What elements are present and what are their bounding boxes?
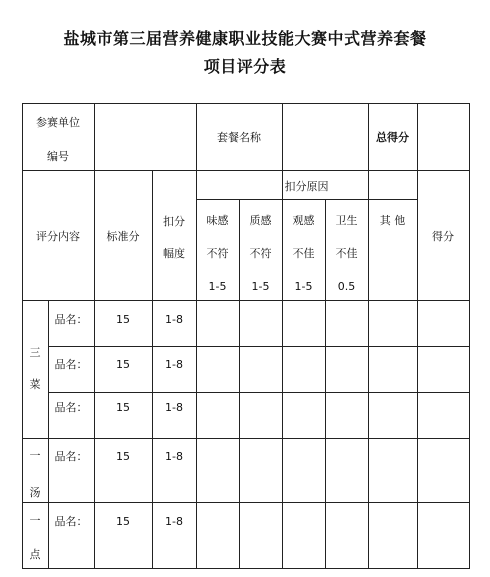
form-title: 盐城市第三届营养健康职业技能大赛中式营养套餐 — [63, 29, 427, 48]
deduct-range-header-line1: 扣分 — [163, 215, 185, 228]
standard-score-value: 15 — [116, 450, 130, 463]
other-header: 其 他 — [379, 214, 406, 227]
number-label: 编号 — [47, 150, 69, 163]
look-header: 1-5 — [294, 280, 313, 293]
group-three-dishes-label: 菜 — [29, 378, 41, 391]
deduct-range-header-line2: 幅度 — [163, 247, 185, 260]
group-one-soup-label: 一 — [29, 449, 41, 462]
unit-label: 参赛单位 — [36, 116, 80, 129]
texture-header: 1-5 — [251, 280, 270, 293]
column-divider — [196, 103, 197, 569]
dish-name-label: 品名： — [54, 401, 88, 414]
table-border-right — [469, 103, 470, 569]
hygiene-header: 卫生 — [335, 214, 358, 227]
column-divider — [417, 103, 418, 569]
dish-name-label: 品名： — [54, 515, 88, 528]
set-meal-name-label: 套餐名称 — [217, 131, 261, 144]
look-header: 不佳 — [292, 247, 315, 260]
standard-score-value: 15 — [116, 313, 130, 326]
taste-header: 味感 — [206, 214, 229, 227]
deduct-range-value: 1-8 — [165, 313, 183, 326]
column-header-divider — [22, 300, 470, 301]
standard-score-value: 15 — [116, 358, 130, 371]
group-one-soup-label: 汤 — [29, 486, 41, 499]
content-header: 评分内容 — [36, 230, 80, 243]
look-header: 观感 — [292, 214, 315, 227]
row-divider — [48, 346, 470, 347]
hygiene-header: 不佳 — [335, 247, 358, 260]
column-divider — [282, 103, 283, 569]
total-score-label: 总得分 — [376, 131, 409, 144]
table-border-top — [22, 103, 470, 104]
row-divider — [48, 392, 470, 393]
deduct-reason-header: 扣分原因 — [284, 180, 329, 193]
deduct-range-value: 1-8 — [165, 401, 183, 414]
deduct-range-value: 1-8 — [165, 358, 183, 371]
deduct-range-value: 1-8 — [165, 450, 183, 463]
dish-name-label: 品名： — [54, 358, 88, 371]
column-divider — [368, 103, 369, 569]
table-border-bottom — [22, 568, 470, 569]
form-subtitle: 项目评分表 — [203, 57, 287, 76]
deduct-range-value: 1-8 — [165, 515, 183, 528]
column-divider — [94, 103, 95, 569]
texture-header: 不符 — [249, 247, 272, 260]
reason-header-divider — [196, 199, 417, 200]
group-divider — [22, 438, 470, 439]
dish-name-label: 品名： — [54, 450, 88, 463]
standard-score-value: 15 — [116, 401, 130, 414]
group-one-snack-label: 点 — [29, 548, 41, 561]
score-header: 得分 — [432, 230, 454, 243]
standard-score-value: 15 — [116, 515, 130, 528]
group-divider — [22, 502, 470, 503]
dish-name-label: 品名： — [54, 313, 88, 326]
hygiene-header: 0.5 — [337, 280, 356, 293]
group-one-snack-label: 一 — [29, 514, 41, 527]
group-three-dishes-label: 三 — [29, 346, 41, 359]
texture-header: 质感 — [249, 214, 272, 227]
header-row-divider — [22, 170, 470, 171]
taste-header: 1-5 — [208, 280, 227, 293]
taste-header: 不符 — [206, 247, 229, 260]
standard-score-header: 标准分 — [106, 230, 140, 243]
